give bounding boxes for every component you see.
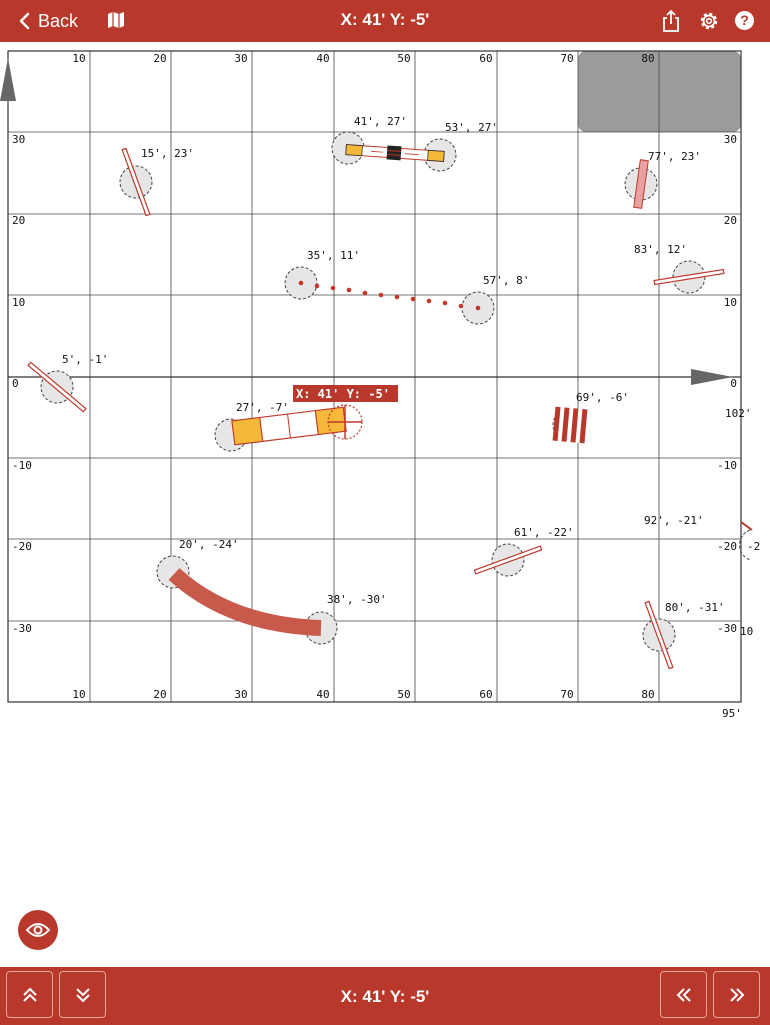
- map-icon: [106, 10, 126, 30]
- share-icon: [661, 9, 681, 33]
- double-chevron-down-icon: [74, 986, 92, 1004]
- tick-left: 10: [12, 296, 26, 309]
- tick-top: 70: [560, 52, 574, 65]
- tick-top: 20: [153, 52, 167, 65]
- jump-obstacle[interactable]: [28, 362, 86, 411]
- x-axis-arrow: [691, 369, 733, 385]
- shaded-area: [578, 51, 741, 132]
- jump-obstacle[interactable]: [625, 160, 657, 209]
- tick-bottom: 70: [560, 688, 574, 701]
- y-axis-arrow: [0, 58, 16, 101]
- obstacle-label: 83', 12': [634, 243, 687, 256]
- course-map[interactable]: [0, 42, 770, 967]
- tire-obstacle[interactable]: [553, 407, 588, 444]
- curved-tunnel-obstacle[interactable]: [157, 556, 337, 644]
- tick-right: 30: [723, 133, 737, 146]
- scroll-up-button[interactable]: [6, 971, 53, 1018]
- next-button[interactable]: [713, 971, 760, 1018]
- obstacle-label: 27', -7': [236, 401, 289, 414]
- tick-right: -10: [717, 459, 737, 472]
- tick-right: 0: [730, 377, 737, 390]
- tick-top: 10: [72, 52, 86, 65]
- page-title: X: 41' Y: -5': [340, 10, 430, 29]
- obstacle-label: 57', 8': [483, 274, 530, 287]
- tick-bottom: 20: [153, 688, 167, 701]
- bottom-coordinates: X: 41' Y: -5': [340, 987, 430, 1006]
- obstacle-label: 77', 23': [648, 150, 701, 163]
- tick-left: -10: [12, 459, 32, 472]
- tick-top: 60: [479, 52, 493, 65]
- bottom-bar: [0, 967, 770, 1025]
- tick-left: 30: [12, 133, 26, 146]
- help-button[interactable]: [735, 11, 754, 30]
- previous-button[interactable]: [660, 971, 707, 1018]
- share-button[interactable]: [661, 9, 681, 38]
- chevron-left-icon: [18, 12, 30, 30]
- tick-bottom: 60: [479, 688, 493, 701]
- tick-left: -30: [12, 622, 32, 635]
- jump-obstacle[interactable]: [654, 261, 724, 293]
- double-chevron-up-icon: [21, 986, 39, 1004]
- tick-bottom: 30: [234, 688, 248, 701]
- tick-right: 20: [723, 214, 737, 227]
- tick-left: 0: [12, 377, 19, 390]
- tick-bottom: 40: [316, 688, 330, 701]
- obstacle-label: 80', -31': [665, 601, 725, 614]
- settings-button[interactable]: [697, 9, 721, 38]
- tick-top: 80: [641, 52, 655, 65]
- tick-top: 40: [316, 52, 330, 65]
- tick-bottom: 10: [72, 688, 86, 701]
- weave-poles-obstacle[interactable]: [285, 267, 494, 324]
- obstacle-label: 92', -21': [644, 514, 704, 527]
- obstacle-label: 20', -24': [179, 538, 239, 551]
- top-bar: [0, 0, 770, 42]
- obstacle-label: 38', -30': [327, 593, 387, 606]
- edge-label: 95': [722, 707, 742, 720]
- double-chevron-right-icon: [727, 986, 747, 1004]
- jump-obstacle[interactable]: [474, 544, 541, 576]
- tick-left: 20: [12, 214, 26, 227]
- straight-tunnel-obstacle[interactable]: [332, 132, 456, 171]
- obstacle-label: 41', 27': [354, 115, 407, 128]
- edge-label: 10: [740, 625, 754, 638]
- obstacle-label: 69', -6': [576, 391, 629, 404]
- tick-bottom: 80: [641, 688, 655, 701]
- double-chevron-left-icon: [674, 986, 694, 1004]
- tick-right: -20: [717, 540, 737, 553]
- obstacle-label: 53', 27': [445, 121, 498, 134]
- edge-label: 102': [725, 407, 752, 420]
- tick-top: 30: [234, 52, 248, 65]
- tick-left: -20: [12, 540, 32, 553]
- obstacle-label: 61', -22': [514, 526, 574, 539]
- gear-icon: [697, 9, 721, 33]
- map-button[interactable]: [106, 10, 126, 35]
- obstacle-label: 5', -1': [62, 353, 109, 366]
- scroll-down-button[interactable]: [59, 971, 106, 1018]
- tick-right: 10: [723, 296, 737, 309]
- eye-icon: [26, 922, 50, 938]
- visibility-toggle-button[interactable]: [18, 910, 58, 950]
- back-button[interactable]: [18, 8, 78, 34]
- edge-label: -2: [747, 540, 761, 553]
- tick-bottom: 50: [397, 688, 411, 701]
- back-label: Back: [38, 10, 79, 31]
- help-icon: ?: [740, 12, 749, 28]
- tick-right: -30: [717, 622, 737, 635]
- obstacle-label: 15', 23': [141, 147, 194, 160]
- cursor-label: X: 41' Y: -5': [296, 387, 390, 401]
- tick-top: 50: [397, 52, 411, 65]
- obstacle-label: 35', 11': [307, 249, 360, 262]
